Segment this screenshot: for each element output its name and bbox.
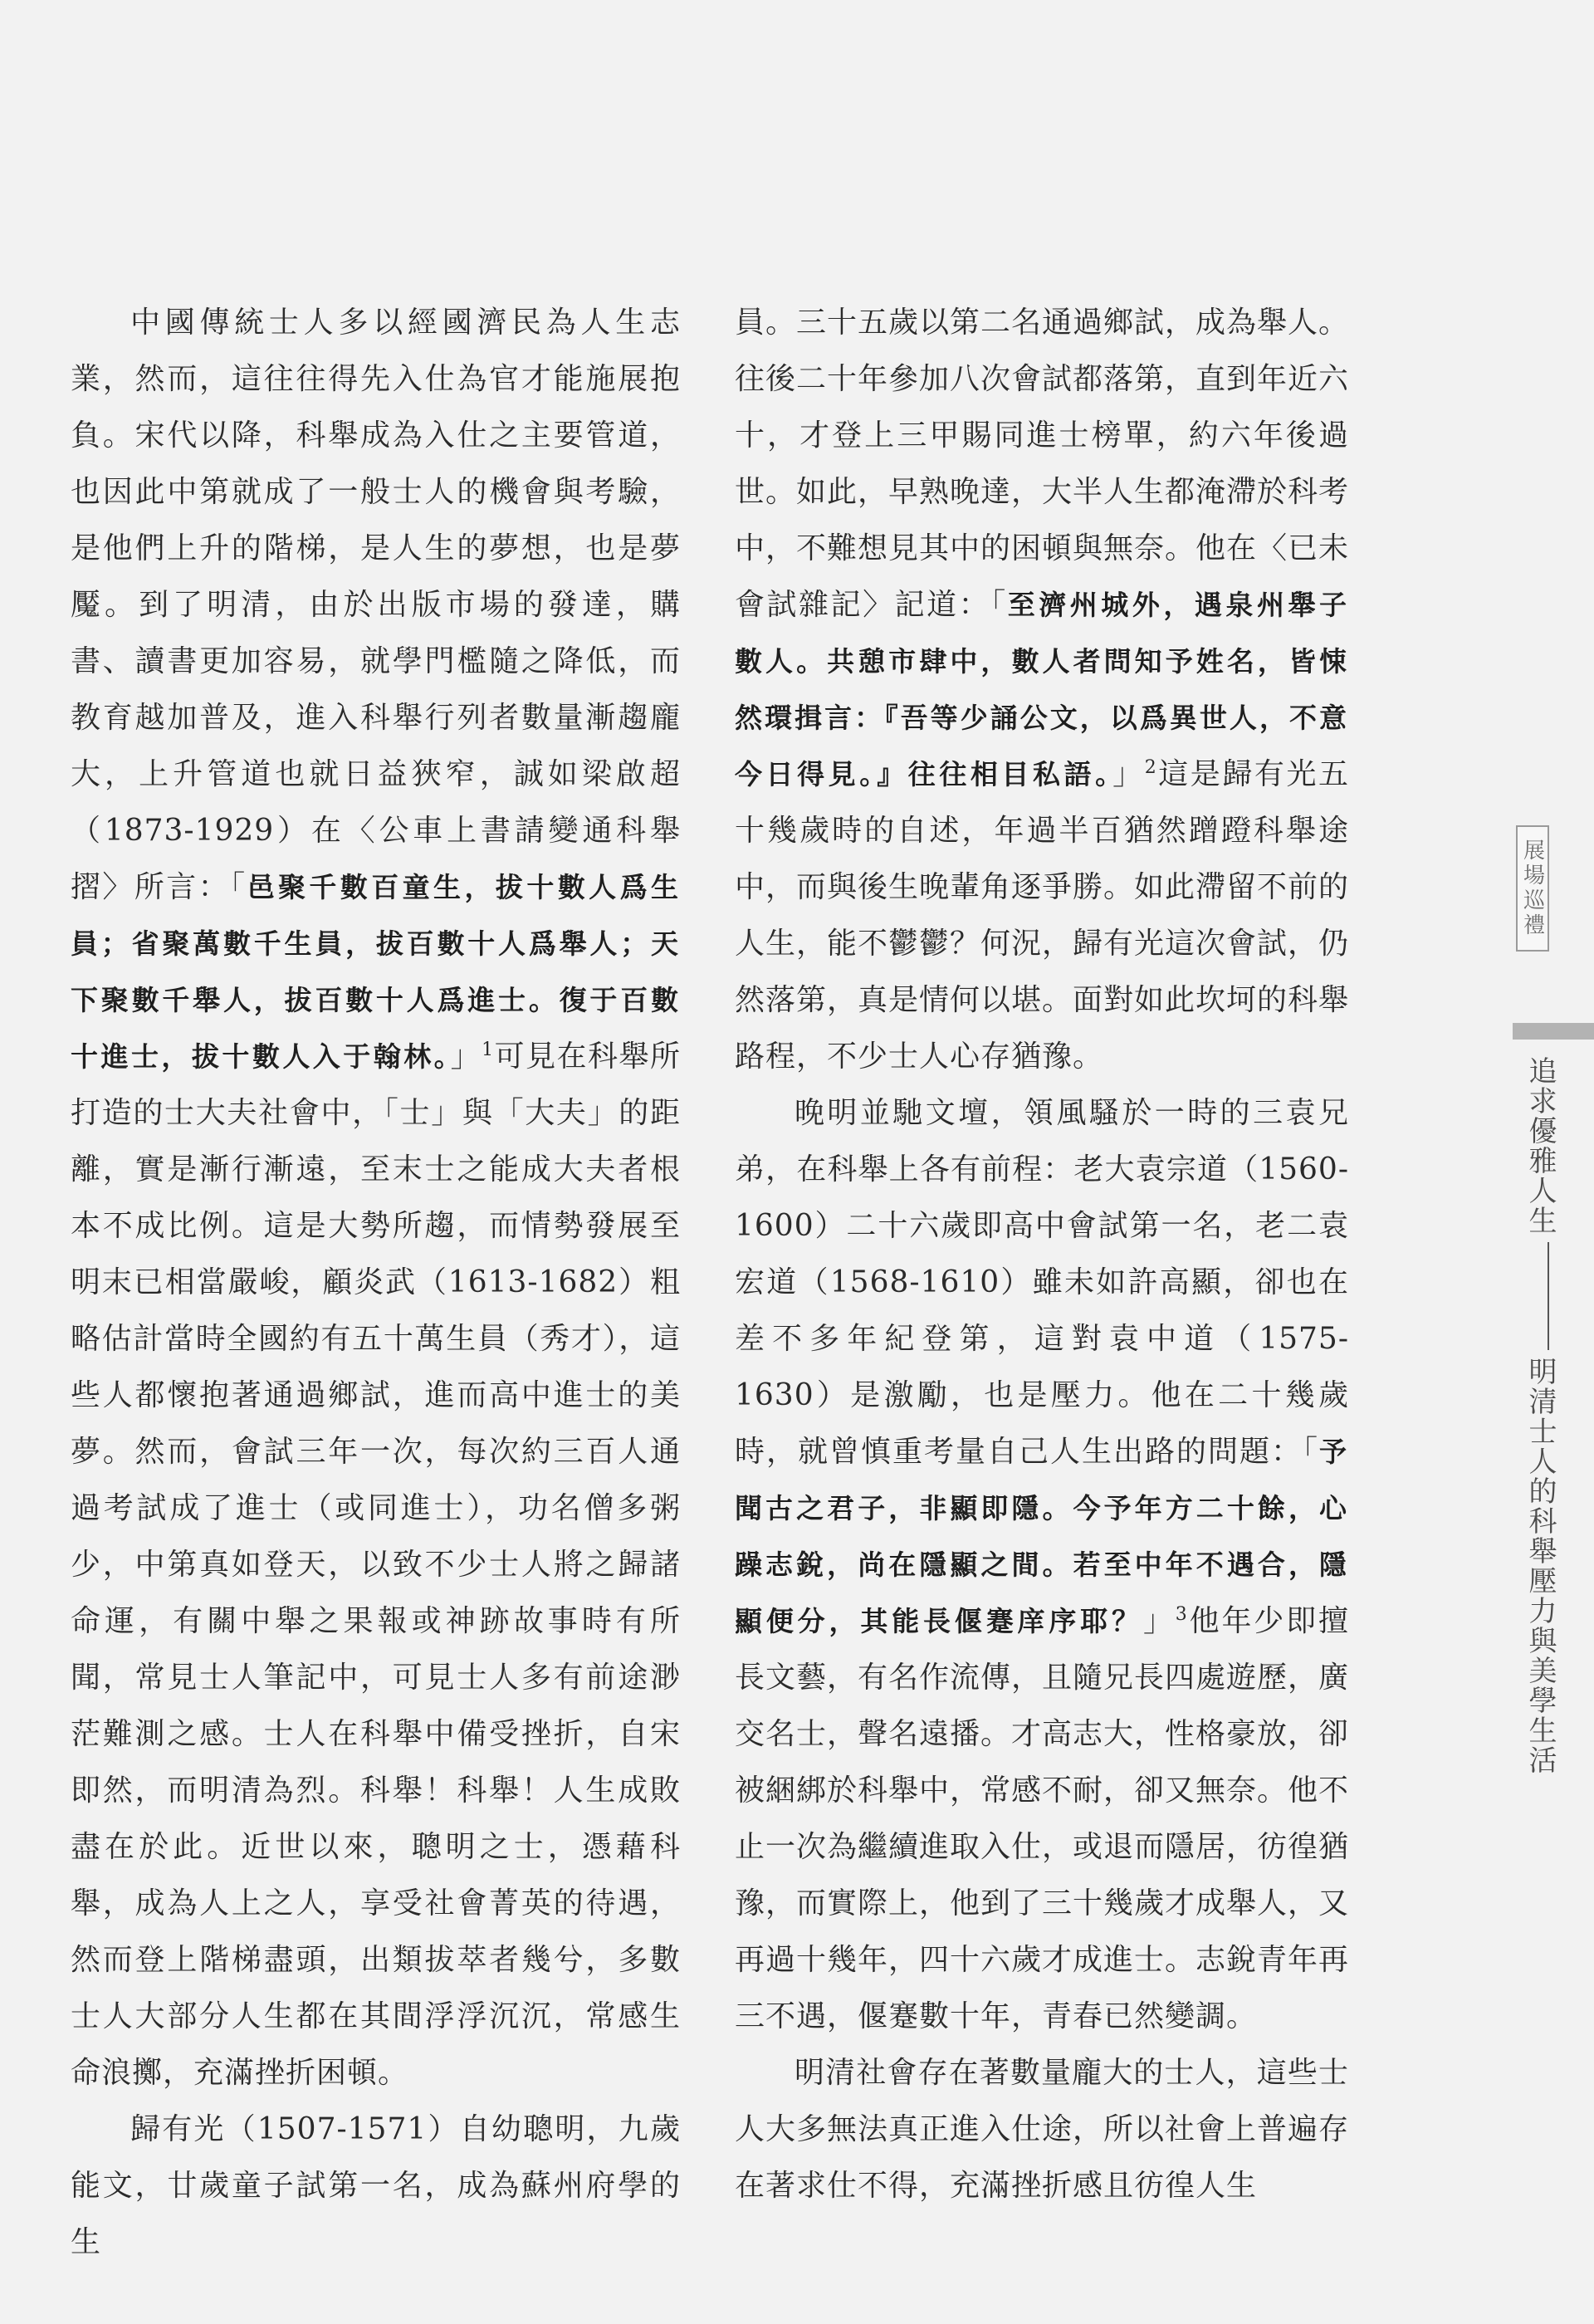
paragraph <box>71 2101 681 2271</box>
body-text: 員。三十五歲以第二名通過鄉試，成為舉人。往後二十年參加八次會試都落第，直到年近六十，才登上三甲賜同進士榜單，約六年後過世。如此，早熟晚達，大半人生都淹滯於科考中，不難想見其中的困頓與無奈。他在〈已未會試雜記〉記道：「 <box>735 306 1350 622</box>
section-tab: 展場巡禮 <box>1516 825 1549 952</box>
quote-close: 」 <box>1112 757 1145 791</box>
paragraph <box>735 2045 1349 2214</box>
paragraph <box>735 1085 1349 2045</box>
body-text: 明清社會存在著數量龐大的士人，這些士人大多無法真正進入仕途，所以社會上普遍存在著求仕不得，充滿挫折感且彷徨人生 <box>735 2056 1350 2203</box>
right-column <box>735 295 1349 2214</box>
running-title <box>1519 1056 1561 2136</box>
quotation: 邑聚千數百童生，拔十數人爲生員；省聚萬數千生員，拔百數十人爲舉人；天下聚數千舉人，拔百數十人爲進士。復于百數十進士，拔十數人入于翰林。 <box>71 871 681 1073</box>
body-text: 他年少即擅長文藝，有名作流傳，且隨兄長四處遊歷，廣交名士，聲名遠播。才高志大，性格豪放，卻被綑綁於科舉中，常感不耐，卻又無奈。他不止一次為繼續進取入仕，或退而隱居，彷徨猶豫，而實際上，他到了三十幾歲才成舉人，又再過十幾年，四十六歲才成進士。志銳青年再三不遇，偃蹇數十年，青春已然變調。 <box>735 1604 1350 2033</box>
paragraph <box>735 295 1349 1085</box>
quote-close: 」 <box>450 1040 482 1074</box>
body-text: 中國傳統士人多以經國濟民為人生志業，然而，這往往得先入仕為官才能施展抱負。宋代以降，科舉成為入仕之主要管道，也因此中第就成了一般士人的機會與考驗，是他們上升的階梯，是人生的夢想，也是夢魘。到了明清，由於出版市場的發達，購書、讀書更加容易，就學門檻隨之降低，而教育越加普及，進入科舉行列者數量漸趨龐大，上升管道也就日益狹窄，誠如梁啟超（1873-1929）在〈公車上書請變通科舉摺〉所言：「 <box>71 306 681 904</box>
quotation: 至濟州城外，遇泉州舉子數人。共憩市肆中，數人者問知予姓名，皆悚然環揖言：『吾等少誦公文，以爲異世人，不意今日得見。』往往相目私語。 <box>735 589 1349 790</box>
running-title-main: 追求優雅人生 <box>1523 1056 1557 1235</box>
footnote-marker: 3 <box>1175 1604 1188 1625</box>
body-text: 晚明並馳文壇，領風騷於一時的三袁兄弟，在科舉上各有前程：老大袁宗道（1560-1600）二十六歲即高中會試第一名，老二袁宏道（1568-1610）雖未如許高顯，卻也在差不多年紀登第，這對袁中道（1575-1630）是激勵，也是壓力。他在二十幾歲時，就曾慎重考量自己人生出路的問題：「 <box>735 1096 1349 1469</box>
quote-close: 」 <box>1142 1604 1176 1638</box>
running-title-sub: 明清士人的科舉壓力與美學生活 <box>1523 1357 1557 1775</box>
section-divider-bar <box>1513 1023 1594 1040</box>
quotation: 予聞古之君子，非顯即隱。今予年方二十餘，心躁志銳，尚在隱顯之間。若至中年不遇合，隱顯便分，其能長偃蹇庠序耶？ <box>735 1436 1349 1637</box>
footnote-marker: 1 <box>482 1040 495 1060</box>
footnote-marker: 2 <box>1144 757 1157 778</box>
title-dash <box>1548 1242 1549 1350</box>
left-column <box>71 295 681 2271</box>
body-text: 歸有光（1507-1571）自幼聰明，九歲能文，廿歲童子試第一名，成為蘇州府學的生 <box>71 2112 681 2259</box>
paragraph <box>71 295 681 2101</box>
body-text: 可見在科舉所打造的士大夫社會中，「士」與「大夫」的距離，實是漸行漸遠，至末士之能成大夫者根本不成比例。這是大勢所趨，而情勢發展至明末已相當嚴峻，顧炎武（1613-1682）粗略估計當時全國約有五十萬生員（秀才），這些人都懷抱著通過鄉試，進而高中進士的美夢。然而，會試三年一次，每次約三百人通過考試成了進士（或同進士），功名僧多粥少，中第真如登天，以致不少士人將之歸諸命運，有關中舉之果報或神跡故事時有所聞，常見士人筆記中，可見士人多有前途渺茫難測之感。士人在科舉中備受挫折，自宋即然，而明清為烈。科舉！科舉！人生成敗盡在於此。近世以來，聰明之士，憑藉科舉，成為人上之人，享受社會菁英的待遇，然而登上階梯盡頭，出類拔萃者幾兮，多數士人大部分人生都在其間浮浮沉沉，常感生命浪擲，充滿挫折困頓。 <box>71 1040 681 2090</box>
body-text: 這是歸有光五十幾歲時的自述，年過半百猶然蹭蹬科舉途中，而與後生晚輩角逐爭勝。如此滯留不前的人生，能不鬱鬱？何況，歸有光這次會試，仍然落第，真是情何以堪。面對如此坎坷的科舉路程，不少士人心存猶豫。 <box>735 757 1350 1074</box>
